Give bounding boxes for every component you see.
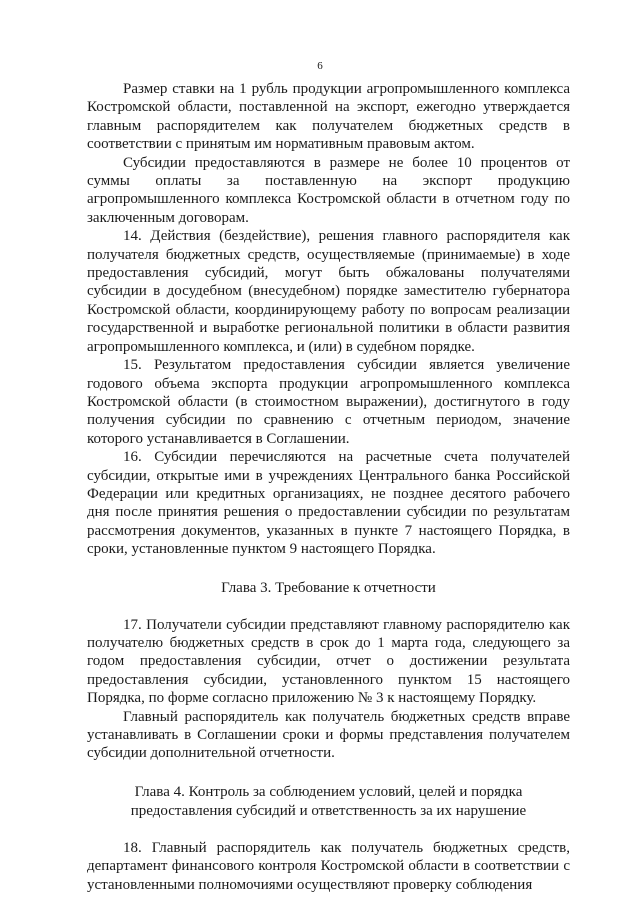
chapter-4-heading xyxy=(87,783,570,821)
page-number: 6 xyxy=(317,60,323,72)
paragraph-14: 14. Действия (бездействие), решения главного распорядителя как получателя бюджетных средств, осуществляемые (принимаемые) в ходе предоставления субсидий, могут быть обжалованы получателями субсидии в досудебном (внесудебном) порядке заместителю губернатора Костромской области, координирующему работу по вопросам реализации государственной и выработке региональной политики в области развития агропромышленного комплекса, и (или) в судебном порядке. xyxy=(87,228,570,355)
chapter-4-heading-line-1: Глава 4. Контроль за соблюдением условий, целей и порядка xyxy=(134,783,523,800)
paragraph-subsidy-amount: Субсидии предоставляются в размере не более 10 процентов от суммы оплаты за поставленную на экспорт продукцию агропромышленного комплекса Костромской области в отчетном году по заключенным договорам. xyxy=(87,154,570,226)
paragraph-15: 15. Результатом предоставления субсидии является увеличение годового объема экспорта продукции агропромышленного комплекса Костромской области (в стоимостном выражении), достигнутого в году получения субсидии по сравнению с отчетным периодом, значение которого устанавливается в Соглашении. xyxy=(87,357,570,447)
paragraph-16: 16. Субсидии перечисляются на расчетные счета получателей субсидии, открытые ими в учреждениях Центрального банка Российской Федерации или кредитных организациях, не позднее десятого рабочего дня после принятия решения о предоставлении субсидии по результатам рассмотрения документов, указанных в пункте 7 настоящего Порядка, в сроки, установленные пунктом 9 настоящего Порядка. xyxy=(87,449,570,558)
paragraph-18: 18. Главный распорядитель как получатель бюджетных средств, департамент финансового контроля Костромской области в соответствии с установленными полномочиями осуществляют проверку соблюдения xyxy=(87,839,570,893)
paragraph-additional-reporting: Главный распорядитель как получатель бюджетных средств вправе устанавливать в Соглашении сроки и формы представления получателем субсидии дополнительной отчетности. xyxy=(87,708,570,762)
chapter-3-heading: Глава 3. Требование к отчетности xyxy=(221,579,436,596)
paragraph-stake-size: Размер ставки на 1 рубль продукции агропромышленного комплекса Костромской области, поставленной на экспорт, ежегодно утверждается главным распорядителем как получателем бюджетных средств в соответствии с принятым им нормативным правовым актом. xyxy=(87,81,570,153)
document-body xyxy=(87,80,570,894)
chapter-4-heading-line-2: предоставления субсидий и ответственность за их нарушение xyxy=(130,802,527,819)
paragraph-17: 17. Получатели субсидии представляют главному распорядителю как получателю бюджетных средств в срок до 1 марта года, следующего за годом предоставления субсидии, отчет о достижении результата предоставления субсидии, установленного пунктом 15 настоящего Порядка, по форме согласно приложению № 3 к настоящему Порядку. xyxy=(87,616,570,707)
